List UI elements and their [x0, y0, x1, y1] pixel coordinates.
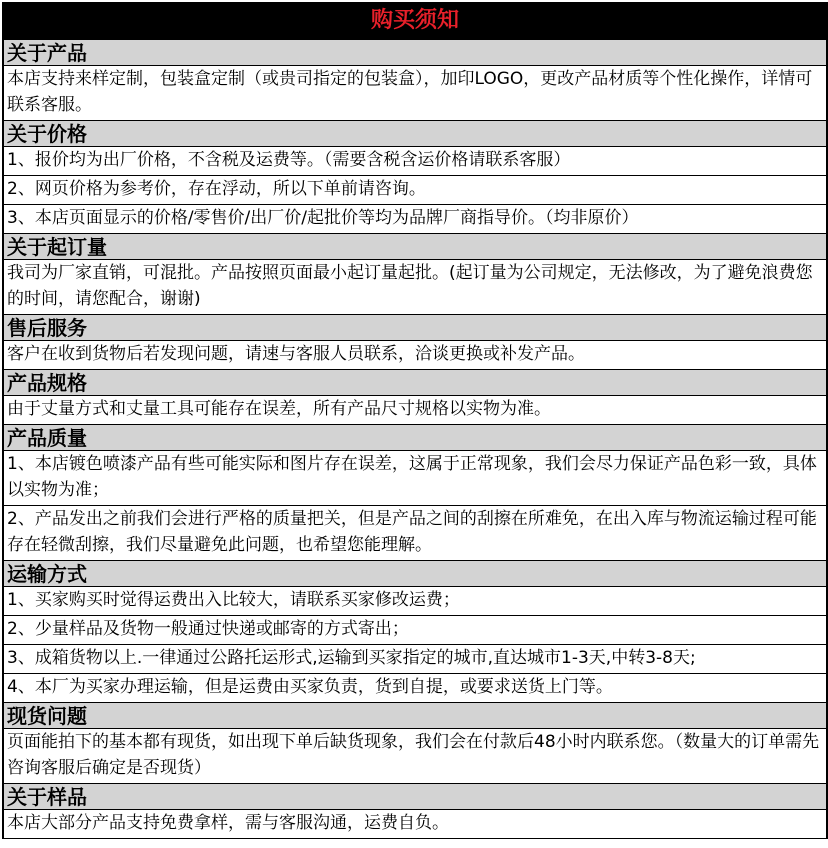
section-heading-shipping: 运输方式: [4, 561, 826, 587]
section-line: 4、本厂为买家办理运输，但是运费由买家负责，货到自提，或要求送货上门等。: [4, 674, 826, 703]
section-line: 页面能拍下的基本都有现货，如出现下单后缺货现象，我们会在付款后48小时内联系您。（数量大的订单需先咨询客服后确定是否现货）: [4, 729, 826, 784]
section-line: 1、本店镀色喷漆产品有些可能实际和图片存在误差，这属于正常现象，我们会尽力保证产品色彩一致，具体以实物为准；: [4, 451, 826, 506]
section-heading-moq: 关于起订量: [4, 234, 826, 260]
section-heading-price: 关于价格: [4, 121, 826, 147]
section-heading-specs: 产品规格: [4, 370, 826, 396]
section-line: 3、本店页面显示的价格/零售价/出厂价/起批价等均为品牌厂商指导价。（均非原价）: [4, 205, 826, 234]
section-heading-samples: 关于样品: [4, 784, 826, 810]
section-line: 2、网页价格为参考价，存在浮动，所以下单前请咨询。: [4, 176, 826, 205]
section-line: 3、成箱货物以上.一律通过公路托运形式,运输到买家指定的城市,直达城市1-3天,中转3-8天;: [4, 645, 826, 674]
section-heading-product: 关于产品: [4, 40, 826, 66]
section-line: 1、买家购买时觉得运费出入比较大，请联系买家修改运费；: [4, 587, 826, 616]
section-line: 本店大部分产品支持免费拿样，需与客服沟通，运费自负。: [4, 810, 826, 839]
page-title: 购买须知: [4, 4, 826, 40]
section-line: 由于丈量方式和丈量工具可能存在误差，所有产品尺寸规格以实物为准。: [4, 396, 826, 425]
section-line: 1、报价均为出厂价格，不含税及运费等。（需要含税含运价格请联系客服）: [4, 147, 826, 176]
section-line: 客户在收到货物后若发现问题，请速与客服人员联系，洽谈更换或补发产品。: [4, 341, 826, 370]
section-heading-quality: 产品质量: [4, 425, 826, 451]
purchase-notice-table: [2, 2, 828, 839]
section-line: 本店支持来样定制，包装盒定制（或贵司指定的包装盒），加印LOGO，更改产品材质等个性化操作，详情可联系客服。: [4, 66, 826, 121]
section-heading-after-sales: 售后服务: [4, 315, 826, 341]
section-line: 我司为厂家直销，可混批。产品按照页面最小起订量起批。(起订量为公司规定，无法修改，为了避免浪费您的时间，请您配合，谢谢): [4, 260, 826, 315]
section-heading-stock: 现货问题: [4, 703, 826, 729]
section-line: 2、产品发出之前我们会进行严格的质量把关，但是产品之间的刮擦在所难免，在出入库与物流运输过程可能存在轻微刮擦，我们尽量避免此问题，也希望您能理解。: [4, 506, 826, 561]
section-line: 2、少量样品及货物一般通过快递或邮寄的方式寄出；: [4, 616, 826, 645]
